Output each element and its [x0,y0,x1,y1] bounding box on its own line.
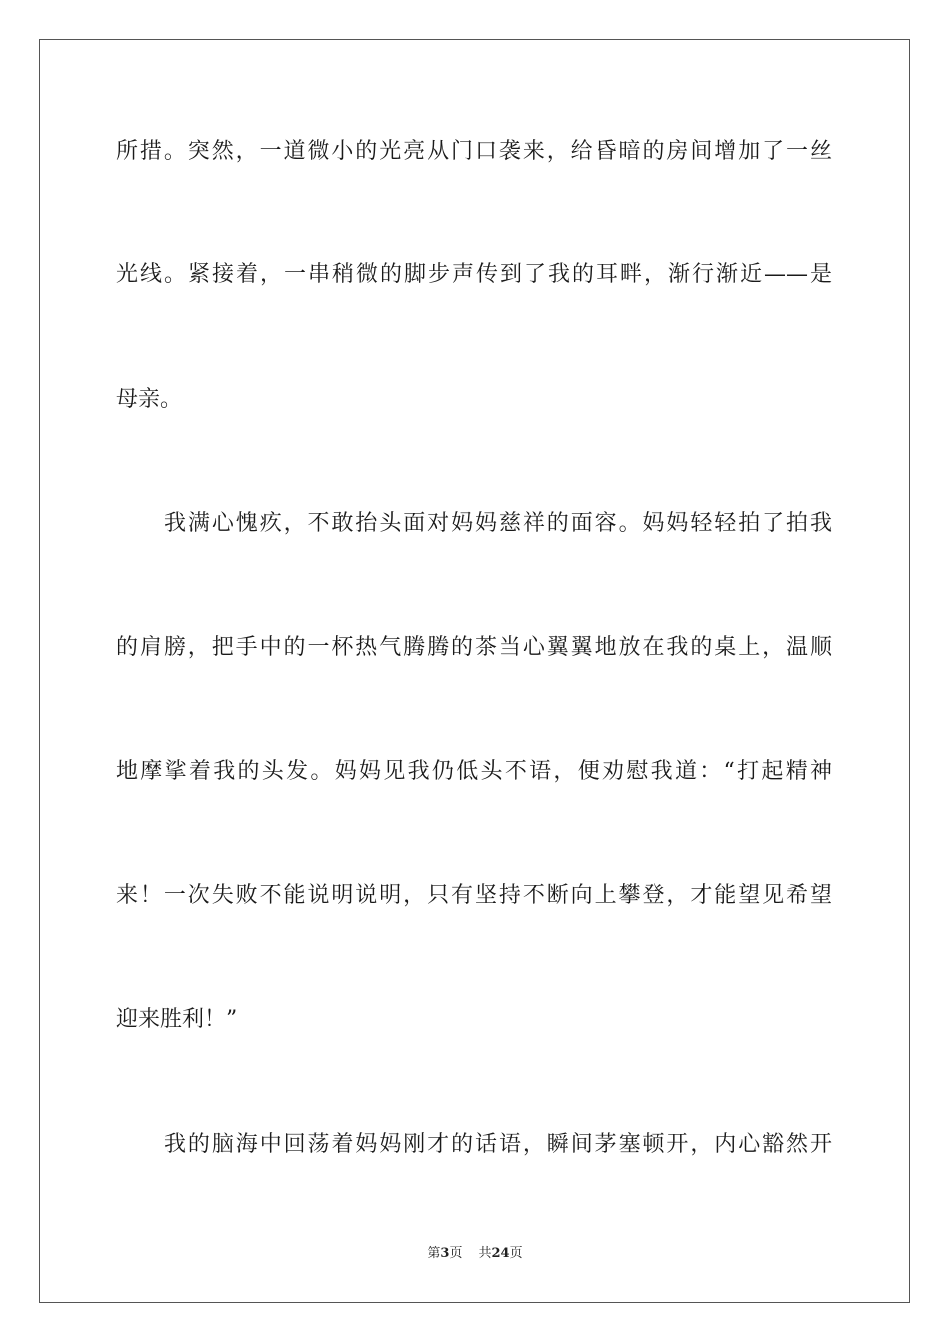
text-line-9: 我的脑海中回荡着妈妈刚才的话语，瞬间茅塞顿开，内心豁然开 [164,1132,832,1157]
total-prefix: 共 [478,1246,492,1261]
text-line-1: 所措。突然，一道微小的光亮从门口袭来，给昏暗的房间增加了一丝 [116,139,832,164]
text-line-6: 地摩挲着我的头发。妈妈见我仍低头不语，便劝慰我道：“打起精神 [116,759,832,784]
page-border [39,39,910,1303]
page-footer [0,1245,950,1263]
text-line-8: 迎来胜利！” [116,1007,238,1032]
text-line-7: 来！一次失败不能说明说明，只有坚持不断向上攀登，才能望见希望 [116,883,832,908]
page-number: 3 [440,1246,450,1261]
text-line-2: 光线。紧接着，一串稍微的脚步声传到了我的耳畔，渐行渐近——是 [116,262,832,287]
page-prefix: 第 [427,1246,441,1261]
text-line-5: 的肩膀，把手中的一杯热气腾腾的茶当心翼翼地放在我的桌上，温顺 [116,635,832,660]
page-unit: 页 [449,1246,463,1261]
text-line-4: 我满心愧疚，不敢抬头面对妈妈慈祥的面容。妈妈轻轻拍了拍我 [164,511,832,536]
total-unit: 页 [509,1246,523,1261]
text-line-3: 母亲。 [116,387,183,412]
total-pages: 24 [491,1246,510,1261]
